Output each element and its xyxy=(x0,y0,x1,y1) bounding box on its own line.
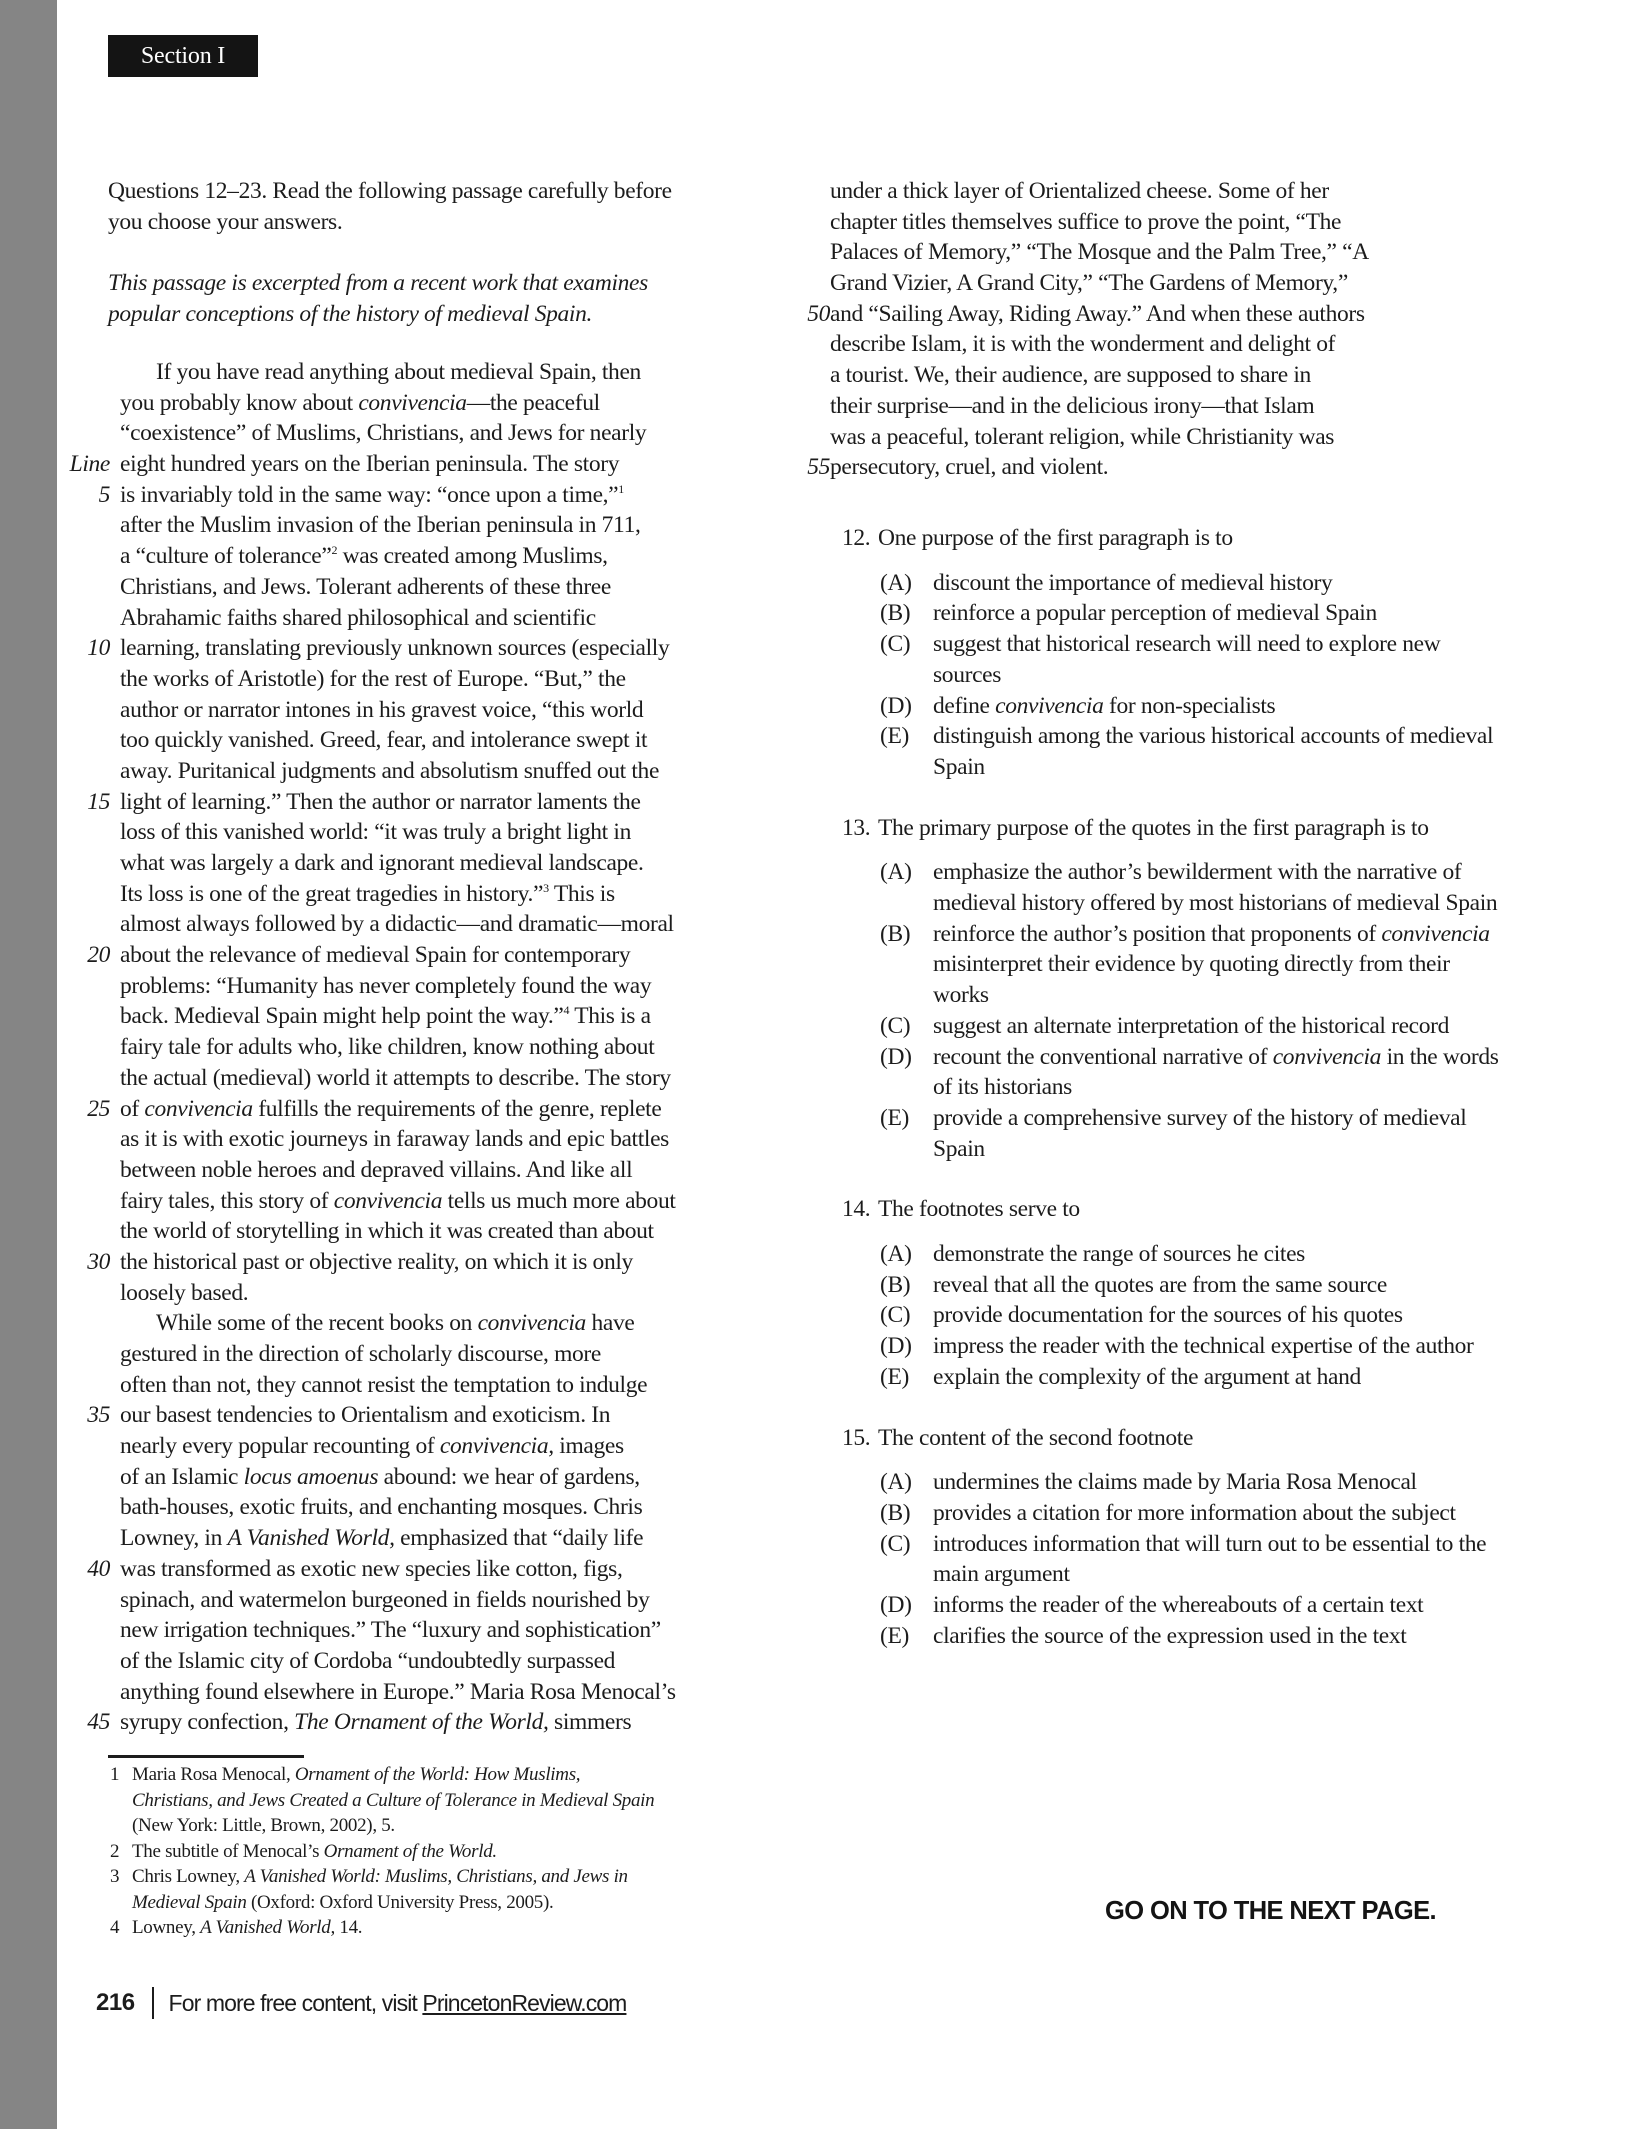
choice-letter: (D) xyxy=(880,1043,912,1070)
passage-text: Palaces of Memory,” “The Mosque and the Palm Tree,” “A xyxy=(830,239,1369,266)
passage-line xyxy=(60,971,760,1002)
passage-text: loosely based. xyxy=(120,1279,249,1306)
passage-text: you probably know about convivencia—the peaceful xyxy=(120,389,600,416)
passage-text: what was largely a dark and ignorant medieval landscape. xyxy=(120,850,644,876)
passage-line xyxy=(60,817,760,848)
passage-text: While some of the recent books on convivencia have xyxy=(156,1310,635,1337)
passage-text: learning, translating previously unknown sources (especially xyxy=(120,635,670,662)
passage-left-column xyxy=(60,357,760,1738)
line-number: 35 xyxy=(87,1402,110,1429)
passage-text: is invariably told in the same way: “once upon a time,”$^1$ xyxy=(120,481,624,508)
passage-text: the actual (medieval) world it attempts to describe. The story xyxy=(120,1064,671,1091)
question-text: The primary purpose of the quotes in the first paragraph is to xyxy=(878,814,1429,841)
passage-text: of convivencia fulfills the requirements of the genre, replete xyxy=(120,1095,662,1122)
footnote-rule xyxy=(108,1755,304,1758)
answer-choice[interactable] xyxy=(830,1103,1510,1164)
choice-letter: (E) xyxy=(880,1363,909,1390)
answer-choice[interactable] xyxy=(830,1042,1510,1103)
passage-text: anything found elsewhere in Europe.” Maria Rosa Menocal’s xyxy=(120,1678,676,1705)
princeton-review-link[interactable]: PrincetonReview.com xyxy=(422,1989,627,2016)
passage-text: author or narrator intones in his gravest voice, “this world xyxy=(120,696,644,723)
passage-line xyxy=(60,1707,760,1738)
passage-text: eight hundred years on the Iberian peninsula. The story xyxy=(120,451,620,478)
line-number: 20 xyxy=(87,942,110,969)
choice-letter: (B) xyxy=(880,1271,911,1298)
passage-text: gestured in the direction of scholarly discourse, more xyxy=(120,1341,601,1367)
passage-line xyxy=(60,1615,760,1646)
line-number: 50 xyxy=(807,300,830,327)
answer-choice[interactable] xyxy=(830,721,1510,782)
passage-text: persecutory, cruel, and violent. xyxy=(830,454,1109,481)
choice-text: undermines the claims made by Maria Rosa Menocal xyxy=(933,1469,1417,1496)
passage-line xyxy=(60,1554,760,1585)
question-stem xyxy=(830,1423,1510,1454)
choice-text: provide a comprehensive survey of the history of medieval Spain xyxy=(933,1104,1467,1162)
passage-text: Lowney, in A Vanished World, emphasized that “daily life xyxy=(120,1525,644,1552)
passage-line xyxy=(60,756,760,787)
choice-text: impress the reader with the technical expertise of the author xyxy=(933,1333,1474,1360)
passage-description-line: This passage is excerpted from a recent work that examines xyxy=(108,270,648,297)
choice-text: provides a citation for more information about the subject xyxy=(933,1499,1456,1526)
passage-line xyxy=(60,1585,760,1616)
intro xyxy=(108,176,748,329)
passage-line xyxy=(780,237,1480,268)
answer-choice[interactable] xyxy=(830,598,1510,629)
passage-line xyxy=(60,388,760,419)
passage-line xyxy=(60,1308,760,1339)
choice-letter: (E) xyxy=(880,723,909,750)
passage-line xyxy=(60,1155,760,1186)
passage-line xyxy=(60,449,760,480)
choice-letter: (B) xyxy=(880,1499,911,1526)
line-number: 5 xyxy=(98,481,110,508)
passage-text: fairy tales, this story of convivencia tells us much more about xyxy=(120,1187,676,1214)
choice-letter: (A) xyxy=(880,569,912,596)
question-number: 13. xyxy=(842,814,871,841)
footnote-text: Lowney, A Vanished World, 14. xyxy=(132,1917,363,1938)
passage-line xyxy=(780,360,1480,391)
choice-letter: (B) xyxy=(880,600,911,627)
passage-text: almost always followed by a didactic—and dramatic—moral xyxy=(120,911,674,938)
footnote-line xyxy=(108,1864,758,1890)
question-14 xyxy=(830,1194,1510,1392)
line-number: 55 xyxy=(807,454,830,481)
passage-text: Grand Vizier, A Grand City,” “The Gardens of Memory,” xyxy=(830,270,1348,297)
answer-choice[interactable] xyxy=(830,1590,1510,1621)
answer-choice[interactable] xyxy=(830,1300,1510,1331)
line-number: Line xyxy=(69,451,110,478)
passage-text: a “culture of tolerance”$^2$ was created among Muslims, xyxy=(120,543,608,570)
passage-text: the works of Aristotle) for the rest of Europe. “But,” the xyxy=(120,665,626,692)
passage-text: under a thick layer of Orientalized cheese. Some of her xyxy=(830,178,1329,204)
passage-text: as it is with exotic journeys in faraway lands and epic battles xyxy=(120,1126,669,1153)
instruction-line: Questions 12–23. Read the following passage carefully before xyxy=(108,178,672,204)
passage-line xyxy=(60,1677,760,1708)
instruction-line: you choose your answers. xyxy=(108,208,343,235)
passage-text: was a peaceful, tolerant religion, while Christianity was xyxy=(830,423,1335,450)
passage-line xyxy=(60,1400,760,1431)
passage-line xyxy=(780,391,1480,422)
question-number: 15. xyxy=(842,1424,871,1451)
choice-text: recount the conventional narrative of convivencia in the words of its historians xyxy=(933,1043,1499,1101)
passage-text: nearly every popular recounting of convivencia, images xyxy=(120,1433,624,1460)
choice-text: reveal that all the quotes are from the same source xyxy=(933,1271,1387,1298)
answer-choice[interactable] xyxy=(830,1529,1510,1590)
choice-text: reinforce the author’s position that proponents of convivencia misinterpret their evidence by quoting directly from their works xyxy=(933,920,1490,1009)
footer-text xyxy=(169,1990,627,2017)
answer-choice[interactable] xyxy=(830,1362,1510,1393)
passage-line xyxy=(60,1370,760,1401)
footnote-text: The subtitle of Menocal’s Ornament of the World. xyxy=(132,1840,497,1862)
footnote-line xyxy=(108,1890,758,1916)
passage-line xyxy=(780,299,1480,330)
passage-line xyxy=(60,1001,760,1032)
answer-choice[interactable] xyxy=(830,1467,1510,1498)
question-number: 14. xyxy=(842,1196,871,1223)
passage-text: the historical past or objective reality, on which it is only xyxy=(120,1248,633,1275)
passage-text: their surprise—and in the delicious irony—that Islam xyxy=(830,392,1315,419)
passage-description-line: popular conceptions of the history of medieval Spain. xyxy=(108,300,593,327)
answer-choice[interactable] xyxy=(830,1621,1510,1652)
page-edge-strip xyxy=(0,0,57,2129)
answer-choice[interactable] xyxy=(830,1270,1510,1301)
line-number: 30 xyxy=(87,1248,110,1275)
passage-line xyxy=(60,1094,760,1125)
answer-choice[interactable] xyxy=(830,1239,1510,1270)
passage-text: a tourist. We, their audience, are supposed to share in xyxy=(830,362,1311,389)
choice-letter: (C) xyxy=(880,631,911,658)
section-badge xyxy=(108,35,258,77)
passage-right-column xyxy=(780,176,1480,483)
passage-line xyxy=(780,452,1480,483)
answer-choice[interactable] xyxy=(830,1011,1510,1042)
footnote-text: (New York: Little, Brown, 2002), 5. xyxy=(132,1815,395,1836)
choice-letter: (D) xyxy=(880,1592,912,1619)
passage-line xyxy=(60,541,760,572)
passage-line xyxy=(60,1032,760,1063)
footnote-text: Chris Lowney, A Vanished World: Muslims, Christians, and Jews in xyxy=(132,1866,628,1887)
passage-line xyxy=(60,1124,760,1155)
choice-letter: (A) xyxy=(880,1469,912,1496)
answer-choice[interactable] xyxy=(830,568,1510,599)
choice-text: emphasize the author’s bewilderment with the narrative of medieval history offered by most historians of medieval Spain xyxy=(933,859,1498,917)
footnote-line xyxy=(108,1813,758,1839)
line-number: 45 xyxy=(87,1709,110,1736)
page-number: 216 xyxy=(96,1989,135,2016)
choice-letter: (C) xyxy=(880,1302,911,1329)
passage-text: Abrahamic faiths shared philosophical and scientific xyxy=(120,604,596,631)
footnote-text: Christians, and Jews Created a Culture of Tolerance in Medieval Spain xyxy=(132,1789,655,1811)
question-15 xyxy=(830,1423,1510,1652)
passage-text: describe Islam, it is with the wonderment and delight of xyxy=(830,331,1336,358)
question-text: One purpose of the first paragraph is to xyxy=(878,525,1233,551)
choice-letter: (C) xyxy=(880,1012,911,1039)
footnote-line xyxy=(108,1762,758,1788)
passage-line xyxy=(780,176,1480,207)
passage-text: away. Puritanical judgments and absolutism snuffed out the xyxy=(120,757,660,784)
passage-line xyxy=(60,1462,760,1493)
choice-text: introduces information that will turn out to be essential to the main argument xyxy=(933,1530,1487,1588)
passage-line xyxy=(780,329,1480,360)
choice-text: reinforce a popular perception of medieval Spain xyxy=(933,600,1377,627)
passage-line xyxy=(60,1646,760,1677)
passage-text: and “Sailing Away, Riding Away.” And when these authors xyxy=(830,300,1365,327)
footnote-line xyxy=(108,1839,758,1865)
question-stem xyxy=(830,1194,1510,1225)
question-13 xyxy=(830,813,1510,1165)
footnote-number: 4 xyxy=(110,1917,120,1938)
passage-line xyxy=(60,1523,760,1554)
passage-line xyxy=(60,510,760,541)
passage-text: back. Medieval Spain might help point the way.”$^4$ This is a xyxy=(120,1003,651,1030)
footer-divider xyxy=(152,1987,154,2019)
answer-choice[interactable] xyxy=(830,691,1510,722)
passage-line xyxy=(60,940,760,971)
passage-line xyxy=(60,1063,760,1094)
passage-line xyxy=(60,1216,760,1247)
passage-text: loss of this vanished world: “it was truly a bright light in xyxy=(120,819,631,846)
passage-line xyxy=(60,357,760,388)
passage-text: of an Islamic locus amoenus abound: we hear of gardens, xyxy=(120,1463,640,1490)
passage-line xyxy=(780,207,1480,238)
passage-text: between noble heroes and depraved villains. And like all xyxy=(120,1156,633,1183)
passage-line xyxy=(60,909,760,940)
footnote-line xyxy=(108,1915,758,1941)
choice-text: suggest that historical research will need to explore new sources xyxy=(933,631,1441,688)
passage-text: was transformed as exotic new species like cotton, figs, xyxy=(120,1555,623,1582)
footnote-text: Maria Rosa Menocal, Ornament of the World: How Muslims, xyxy=(132,1764,581,1785)
passage-text: “coexistence” of Muslims, Christians, and Jews for nearly xyxy=(120,420,647,447)
line-number: 15 xyxy=(87,788,110,815)
passage-line xyxy=(780,268,1480,299)
choice-text: suggest an alternate interpretation of the historical record xyxy=(933,1012,1450,1039)
passage-line xyxy=(60,1492,760,1523)
line-number: 10 xyxy=(87,635,110,662)
choice-letter: (A) xyxy=(880,1241,912,1268)
passage-line xyxy=(60,848,760,879)
passage-text: Christians, and Jews. Tolerant adherents of these three xyxy=(120,573,611,600)
passage-line xyxy=(60,787,760,818)
passage-line xyxy=(60,1339,760,1370)
question-stem xyxy=(830,813,1510,844)
passage-text: too quickly vanished. Greed, fear, and intolerance swept it xyxy=(120,727,648,754)
passage-line xyxy=(60,1431,760,1462)
line-number: 25 xyxy=(87,1095,110,1122)
footnote-number: 1 xyxy=(110,1764,120,1785)
answer-choice[interactable] xyxy=(830,1498,1510,1529)
question-stem xyxy=(830,523,1510,554)
choice-letter: (E) xyxy=(880,1104,909,1131)
line-number: 40 xyxy=(87,1555,110,1582)
passage-text: Its loss is one of the great tragedies in history.”$^3$ This is xyxy=(120,880,615,907)
passage-text: If you have read anything about medieval Spain, then xyxy=(156,359,641,385)
choice-text: define convivencia for non-specialists xyxy=(933,692,1276,719)
footnote-text: Medieval Spain (Oxford: Oxford University Press, 2005). xyxy=(132,1891,554,1913)
choice-letter: (D) xyxy=(880,1333,912,1360)
passage-text: of the Islamic city of Cordoba “undoubtedly surpassed xyxy=(120,1647,616,1674)
passage-text: new irrigation techniques.” The “luxury and sophistication” xyxy=(120,1617,661,1644)
section-label: Section I xyxy=(140,42,226,69)
choice-letter: (D) xyxy=(880,692,912,719)
passage-text: problems: “Humanity has never completely found the way xyxy=(120,972,652,999)
question-number: 12. xyxy=(842,525,871,551)
passage-text: spinach, and watermelon burgeoned in fields nourished by xyxy=(120,1586,650,1613)
choice-letter: (B) xyxy=(880,920,911,947)
choice-text: discount the importance of medieval history xyxy=(933,569,1333,596)
go-on-notice: GO ON TO THE NEXT PAGE. xyxy=(1105,1897,1436,1925)
passage-line xyxy=(60,418,760,449)
footnote-number: 3 xyxy=(110,1866,120,1887)
passage-text: light of learning.” Then the author or narrator laments the xyxy=(120,788,641,815)
passage-line xyxy=(60,1247,760,1278)
passage-text: often than not, they cannot resist the temptation to indulge xyxy=(120,1371,648,1398)
page-footer xyxy=(96,1983,626,2023)
answer-choice[interactable] xyxy=(830,1331,1510,1362)
footer-promo-text: For more free content, visit xyxy=(168,1989,423,2016)
passage-line xyxy=(60,664,760,695)
passage-line xyxy=(60,1278,760,1309)
passage-line xyxy=(60,572,760,603)
answer-choice[interactable] xyxy=(830,629,1510,690)
choice-text: informs the reader of the whereabouts of a certain text xyxy=(933,1592,1424,1619)
footnote-number: 2 xyxy=(110,1840,120,1862)
passage-text: after the Muslim invasion of the Iberian peninsula in 711, xyxy=(120,512,641,539)
passage-text: the world of storytelling in which it was created than about xyxy=(120,1218,654,1245)
passage-line xyxy=(60,633,760,664)
passage-line xyxy=(60,725,760,756)
passage-text: our basest tendencies to Orientalism and exoticism. In xyxy=(120,1402,611,1429)
footnotes xyxy=(108,1762,758,1941)
passage-line xyxy=(60,480,760,511)
passage-text: syrupy confection, The Ornament of the World, simmers xyxy=(120,1709,632,1736)
choice-text: provide documentation for the sources of his quotes xyxy=(933,1302,1403,1329)
passage-line xyxy=(60,1186,760,1217)
choice-text: explain the complexity of the argument at hand xyxy=(933,1363,1361,1390)
passage-text: chapter titles themselves suffice to prove the point, “The xyxy=(830,208,1342,235)
questions-list xyxy=(830,523,1510,1682)
passage-text: fairy tale for adults who, like children, know nothing about xyxy=(120,1034,655,1061)
passage-line xyxy=(60,879,760,910)
answer-choice[interactable] xyxy=(830,919,1510,1011)
passage-text: about the relevance of medieval Spain for contemporary xyxy=(120,942,631,969)
question-12 xyxy=(830,523,1510,783)
question-text: The content of the second footnote xyxy=(878,1424,1194,1451)
passage-line xyxy=(60,603,760,634)
choice-letter: (A) xyxy=(880,859,912,886)
choice-text: clarifies the source of the expression used in the text xyxy=(933,1622,1407,1649)
passage-text: bath-houses, exotic fruits, and enchanting mosques. Chris xyxy=(120,1494,643,1521)
passage-line xyxy=(60,695,760,726)
question-text: The footnotes serve to xyxy=(878,1196,1080,1223)
choice-text: distinguish among the various historical accounts of medieval Spain xyxy=(933,723,1494,780)
choice-letter: (E) xyxy=(880,1622,909,1649)
passage-line xyxy=(780,422,1480,453)
footnote-line xyxy=(108,1788,758,1814)
choice-text: demonstrate the range of sources he cites xyxy=(933,1241,1305,1268)
answer-choice[interactable] xyxy=(830,857,1510,918)
choice-letter: (C) xyxy=(880,1530,911,1557)
